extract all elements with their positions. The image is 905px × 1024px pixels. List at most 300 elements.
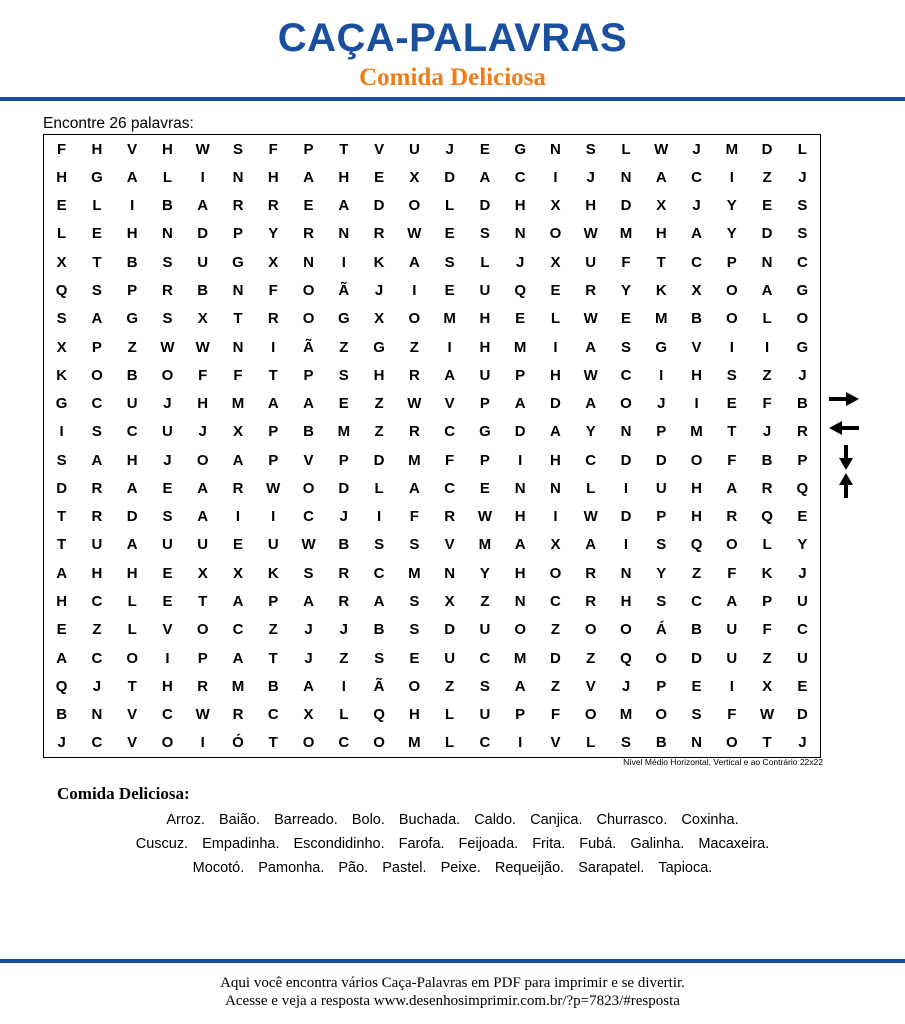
grid-letter: K — [655, 281, 667, 299]
grid-letter: X — [409, 168, 420, 186]
grid-letter: C — [232, 621, 244, 639]
grid-letter: U — [162, 423, 173, 441]
grid-letter: N — [620, 168, 632, 186]
grid-letter: I — [200, 734, 205, 752]
grid-letter: E — [444, 225, 455, 243]
grid-letter: J — [657, 395, 666, 413]
grid-letter: S — [338, 366, 349, 384]
grid-letter: P — [762, 592, 773, 610]
grid-letter: S — [232, 140, 243, 158]
grid-letter: S — [303, 564, 314, 582]
grid-letter: S — [409, 621, 420, 639]
grid-letter: V — [374, 140, 385, 158]
grid-letter: J — [92, 677, 102, 695]
grid-letter: S — [91, 423, 102, 441]
grid-letter: J — [163, 451, 172, 469]
grid-letter: D — [444, 621, 456, 639]
word-list-item: Empadinha. — [202, 836, 280, 852]
grid-letter: G — [373, 338, 385, 356]
grid-letter: M — [690, 423, 703, 441]
grid-letter: X — [303, 706, 314, 724]
grid-letter: F — [409, 508, 419, 526]
word-list-item: Barreado. — [274, 812, 338, 828]
grid-letter: W — [195, 140, 210, 158]
grid-letter: N — [620, 423, 632, 441]
grid-letter: C — [373, 564, 385, 582]
word-list-item: Farofa. — [398, 836, 445, 852]
grid-letter: R — [726, 508, 738, 526]
grid-letter: M — [725, 140, 739, 158]
grid-letter: H — [620, 592, 632, 610]
grid-letter: J — [798, 168, 807, 186]
grid-letter: T — [762, 734, 772, 752]
grid-letter: H — [162, 677, 173, 695]
grid-letter: P — [656, 508, 667, 526]
grid-letter: O — [549, 564, 562, 582]
word-list-item: Canjica. — [530, 812, 583, 828]
grid-letter: W — [760, 706, 775, 724]
grid-letter: L — [127, 621, 137, 639]
word-list-item: Churrasco. — [596, 812, 668, 828]
grid-letter: F — [727, 451, 737, 469]
grid-letter: J — [339, 621, 348, 639]
grid-letter: H — [550, 451, 561, 469]
grid-letter: J — [57, 734, 66, 752]
grid-letter: G — [479, 423, 491, 441]
grid-letter: Ã — [338, 281, 350, 299]
grid-letter: N — [444, 564, 456, 582]
grid-letter: F — [550, 706, 561, 724]
grid-letter: C — [479, 649, 491, 667]
grid-letter: A — [91, 451, 103, 469]
grid-letter: Z — [445, 677, 455, 695]
grid-letter: H — [126, 225, 138, 243]
grid-letter: H — [56, 168, 68, 186]
grid-letter: K — [56, 366, 68, 384]
grid-letter: L — [92, 197, 102, 215]
word-list-line — [40, 856, 865, 880]
grid-letter: X — [374, 310, 385, 328]
grid-letter: A — [56, 649, 68, 667]
grid-letter: C — [514, 168, 526, 186]
grid-letter: V — [691, 338, 702, 356]
grid-letter: A — [126, 479, 138, 497]
grid-letter: Y — [797, 536, 808, 554]
grid-letter: I — [412, 281, 417, 299]
grid-letter: N — [232, 338, 244, 356]
grid-letter: C — [303, 508, 314, 526]
grid-letter: Y — [479, 564, 490, 582]
grid-letter: S — [726, 366, 737, 384]
grid-letter: M — [619, 706, 633, 724]
word-list-item: Galinha. — [630, 836, 685, 852]
grid-letter: B — [267, 677, 279, 695]
grid-letter: I — [553, 338, 558, 356]
grid-letter: H — [56, 592, 68, 610]
page-title: CAÇA-PALAVRAS — [277, 16, 628, 60]
word-list-item: Pastel. — [382, 860, 427, 876]
grid-letter: P — [656, 423, 667, 441]
grid-letter: E — [797, 508, 808, 526]
grid-letter: J — [762, 423, 772, 441]
grid-letter: O — [620, 621, 632, 639]
grid-letter: C — [444, 479, 456, 497]
grid-letter: N — [691, 734, 702, 752]
grid-letter: F — [762, 395, 772, 413]
word-list-item: Buchada. — [398, 812, 461, 828]
grid-letter: A — [126, 536, 138, 554]
grid-letter: N — [514, 592, 526, 610]
grid-letter: F — [233, 366, 243, 384]
word-search-grid — [43, 134, 821, 758]
grid-letter: B — [56, 706, 68, 724]
grid-letter: A — [726, 479, 738, 497]
grid-letter: Z — [550, 677, 561, 695]
grid-letter: G — [655, 338, 668, 356]
grid-letter: H — [408, 706, 420, 724]
grid-letter: X — [691, 281, 702, 299]
grid-letter: B — [338, 536, 350, 554]
word-list-item: Caldo. — [474, 812, 517, 828]
grid-letter: U — [479, 366, 491, 384]
grid-letter: E — [162, 564, 173, 582]
grid-letter: O — [196, 621, 209, 639]
grid-letter: X — [232, 423, 243, 441]
grid-letter: E — [550, 281, 561, 299]
grid-letter: G — [337, 310, 350, 328]
grid-letter: C — [267, 706, 279, 724]
arrow-left-icon — [829, 421, 859, 435]
grid-letter: H — [91, 140, 103, 158]
grid-letter: G — [796, 338, 809, 356]
grid-letter: D — [761, 140, 773, 158]
grid-letter: T — [268, 649, 278, 667]
grid-letter: C — [338, 734, 350, 752]
grid-letter: S — [479, 677, 490, 695]
grid-letter: D — [444, 168, 456, 186]
grid-letter: C — [162, 706, 173, 724]
grid-letter: F — [268, 140, 278, 158]
grid-letter: Z — [339, 338, 349, 356]
grid-letter: T — [92, 253, 102, 271]
grid-letter: W — [195, 338, 210, 356]
grid-letter: O — [725, 281, 738, 299]
grid-letter: A — [408, 479, 420, 497]
grid-letter: A — [303, 395, 314, 413]
grid-letter: I — [447, 338, 452, 356]
grid-letter: I — [694, 395, 699, 413]
grid-letter: S — [56, 451, 67, 469]
grid-letter: W — [583, 508, 598, 526]
grid-letter: P — [91, 338, 102, 356]
grid-letter: A — [550, 423, 561, 441]
grid-letter: R — [761, 479, 773, 497]
grid-letter: U — [444, 649, 456, 667]
grid-letter: Y — [726, 225, 737, 243]
grid-letter: A — [585, 338, 597, 356]
grid-letter: H — [514, 197, 526, 215]
grid-letter: X — [550, 536, 561, 554]
grid-letter: R — [408, 423, 420, 441]
grid-letter: A — [514, 677, 526, 695]
grid-letter: H — [655, 225, 667, 243]
grid-letter: A — [655, 168, 667, 186]
grid-letter: Z — [762, 649, 772, 667]
word-list-item: Pão. — [338, 860, 369, 876]
grid-letter: V — [585, 677, 596, 695]
grid-letter: O — [302, 734, 315, 752]
grid-letter: U — [162, 536, 173, 554]
grid-letter: R — [585, 592, 597, 610]
grid-letter: C — [691, 592, 702, 610]
top-divider — [0, 97, 905, 101]
grid-letter: S — [656, 592, 667, 610]
grid-letter: A — [303, 168, 314, 186]
word-list-item: Escondidinho. — [293, 836, 385, 852]
grid-letter: P — [268, 592, 279, 610]
grid-letter: R — [232, 479, 244, 497]
grid-letter: A — [479, 168, 491, 186]
grid-letter: A — [267, 395, 279, 413]
grid-letter: F — [727, 564, 737, 582]
grid-letter: J — [798, 734, 807, 752]
grid-letter: I — [553, 508, 558, 526]
grid-letter: P — [797, 451, 808, 469]
grid-letter: Y — [656, 564, 667, 582]
grid-letter: T — [268, 366, 278, 384]
grid-letter: U — [796, 592, 808, 610]
grid-letter: O — [408, 197, 421, 215]
grid-letter: H — [585, 197, 597, 215]
grid-letter: A — [56, 564, 68, 582]
word-list — [40, 808, 865, 880]
grid-letter: Z — [762, 366, 772, 384]
grid-letter: I — [271, 508, 276, 526]
grid-letter: T — [198, 592, 208, 610]
grid-letter: P — [479, 395, 490, 413]
grid-letter: F — [445, 451, 455, 469]
grid-letter: B — [796, 395, 808, 413]
grid-letter: D — [796, 706, 808, 724]
grid-letter: C — [585, 451, 597, 469]
word-list-item: Fubá. — [579, 836, 617, 852]
grid-letter: L — [445, 197, 455, 215]
grid-letter: M — [619, 225, 633, 243]
grid-letter: E — [691, 677, 702, 695]
grid-letter: B — [197, 281, 209, 299]
grid-letter: O — [126, 649, 138, 667]
grid-letter: V — [444, 395, 455, 413]
word-list-item: Bolo. — [351, 812, 385, 828]
grid-letter: L — [586, 479, 596, 497]
grid-letter: B — [761, 451, 773, 469]
grid-letter: S — [656, 536, 667, 554]
word-list-item: Mocotó. — [192, 860, 245, 876]
grid-letter: E — [374, 168, 385, 186]
grid-letter: H — [267, 168, 279, 186]
grid-letter: U — [408, 140, 420, 158]
grid-letter: A — [303, 592, 314, 610]
grid-letter: A — [585, 536, 597, 554]
grid-letter: D — [761, 225, 773, 243]
grid-letter: E — [338, 395, 349, 413]
grid-letter: G — [55, 395, 68, 413]
grid-letter: N — [232, 168, 244, 186]
grid-letter: I — [59, 423, 64, 441]
grid-letter: O — [584, 706, 597, 724]
grid-letter: E — [162, 479, 173, 497]
grid-letter: T — [727, 423, 737, 441]
grid-letter: A — [232, 451, 244, 469]
grid-letter: J — [586, 168, 595, 186]
grid-letter: S — [797, 197, 808, 215]
grid-letter: P — [338, 451, 349, 469]
grid-letter: Q — [796, 479, 809, 497]
grid-letter: Q — [514, 281, 526, 299]
grid-letter: A — [338, 197, 350, 215]
grid-letter: C — [91, 649, 103, 667]
grid-letter: T — [339, 140, 349, 158]
grid-letter: X — [762, 677, 773, 695]
grid-letter: N — [514, 479, 526, 497]
grid-letter: A — [91, 310, 103, 328]
grid-letter: U — [585, 253, 597, 271]
grid-letter: L — [762, 310, 772, 328]
grid-letter: V — [127, 734, 138, 752]
grid-letter: S — [797, 225, 808, 243]
grid-letter: I — [165, 649, 170, 667]
grid-letter: B — [162, 197, 173, 215]
grid-letter: S — [479, 225, 490, 243]
grid-letter: I — [729, 338, 734, 356]
grid-letter: G — [126, 310, 138, 328]
grid-letter: N — [162, 225, 173, 243]
grid-letter: D — [338, 479, 350, 497]
grid-letter: H — [91, 564, 103, 582]
grid-letter: N — [620, 564, 632, 582]
grid-letter: X — [656, 197, 667, 215]
grid-letter: A — [303, 677, 314, 695]
grid-letter: T — [57, 508, 67, 526]
grid-letter: J — [374, 281, 384, 299]
grid-letter: X — [56, 338, 67, 356]
grid-letter: E — [232, 536, 243, 554]
grid-letter: L — [621, 140, 631, 158]
grid-letter: D — [550, 649, 561, 667]
grid-letter: S — [56, 310, 67, 328]
grid-letter: O — [725, 734, 738, 752]
grid-letter: W — [160, 338, 175, 356]
grid-letter: A — [373, 592, 385, 610]
grid-letter: U — [197, 253, 209, 271]
arrow-down-icon — [839, 445, 853, 470]
grid-letter: R — [162, 281, 173, 299]
grid-letter: Z — [586, 649, 596, 667]
grid-letter: C — [691, 253, 702, 271]
grid-letter: W — [583, 366, 598, 384]
grid-letter: P — [726, 253, 737, 271]
grid-letter: L — [445, 734, 455, 752]
grid-letter: L — [480, 253, 490, 271]
grid-letter: R — [338, 592, 350, 610]
grid-letter: T — [57, 536, 67, 554]
grid-letter: N — [550, 479, 561, 497]
grid-letter: O — [408, 677, 421, 695]
grid-letter: Z — [374, 423, 384, 441]
grid-letter: X — [268, 253, 279, 271]
grid-letter: U — [267, 536, 279, 554]
grid-letter: J — [304, 649, 313, 667]
grid-letter: G — [514, 140, 526, 158]
grid-letter: U — [479, 706, 491, 724]
grid-letter: O — [584, 621, 597, 639]
grid-letter: U — [655, 479, 667, 497]
grid-letter: D — [620, 508, 632, 526]
grid-letter: D — [514, 423, 526, 441]
grid-letter: I — [518, 734, 523, 752]
grid-letter: Z — [762, 168, 772, 186]
word-list-item: Coxinha. — [681, 812, 739, 828]
grid-letter: S — [444, 253, 455, 271]
grid-letter: O — [91, 366, 103, 384]
grid-letter: U — [126, 395, 138, 413]
grid-letter: M — [408, 564, 421, 582]
grid-letter: V — [550, 734, 561, 752]
grid-letter: I — [271, 338, 276, 356]
grid-letter: R — [267, 310, 279, 328]
grid-letter: U — [796, 649, 808, 667]
grid-letter: E — [162, 592, 173, 610]
grid-letter: V — [162, 621, 173, 639]
word-list-item: Tapioca. — [658, 860, 713, 876]
grid-letter: A — [514, 395, 526, 413]
grid-letter: A — [408, 253, 420, 271]
grid-letter: B — [126, 253, 138, 271]
word-list-item: Pamonha. — [258, 860, 325, 876]
grid-letter: V — [127, 706, 138, 724]
grid-letter: Z — [409, 338, 419, 356]
grid-letter: O — [796, 310, 809, 328]
word-list-item: Cuscuz. — [135, 836, 189, 852]
grid-letter: M — [655, 310, 668, 328]
grid-letter: C — [796, 253, 808, 271]
grid-letter: E — [762, 197, 773, 215]
grid-letter: C — [126, 423, 138, 441]
grid-letter: M — [513, 649, 527, 667]
footer-line-1: Aqui você encontra vários Caça-Palavras em PDF para imprimir e se divertir. — [220, 975, 685, 991]
grid-letter: O — [514, 621, 526, 639]
grid-letter: S — [162, 253, 173, 271]
grid-letter: P — [656, 677, 667, 695]
word-list-item: Arroz. — [166, 812, 206, 828]
grid-letter: S — [691, 706, 702, 724]
grid-letter: M — [408, 734, 421, 752]
grid-letter: U — [726, 621, 738, 639]
grid-letter: A — [197, 508, 209, 526]
grid-letter: I — [729, 677, 734, 695]
grid-letter: R — [91, 508, 103, 526]
grid-letter: R — [197, 677, 209, 695]
grid-letter: I — [765, 338, 770, 356]
grid-letter: J — [692, 197, 701, 215]
grid-letter: L — [797, 140, 807, 158]
grid-letter: U — [197, 536, 209, 554]
level-note: Nível Médio Horizontal, Vertical e ao Contrário 22x22 — [623, 757, 823, 767]
grid-letter: O — [725, 310, 738, 328]
grid-letter: B — [373, 621, 385, 639]
grid-letter: Q — [620, 649, 632, 667]
grid-letter: X — [56, 253, 67, 271]
